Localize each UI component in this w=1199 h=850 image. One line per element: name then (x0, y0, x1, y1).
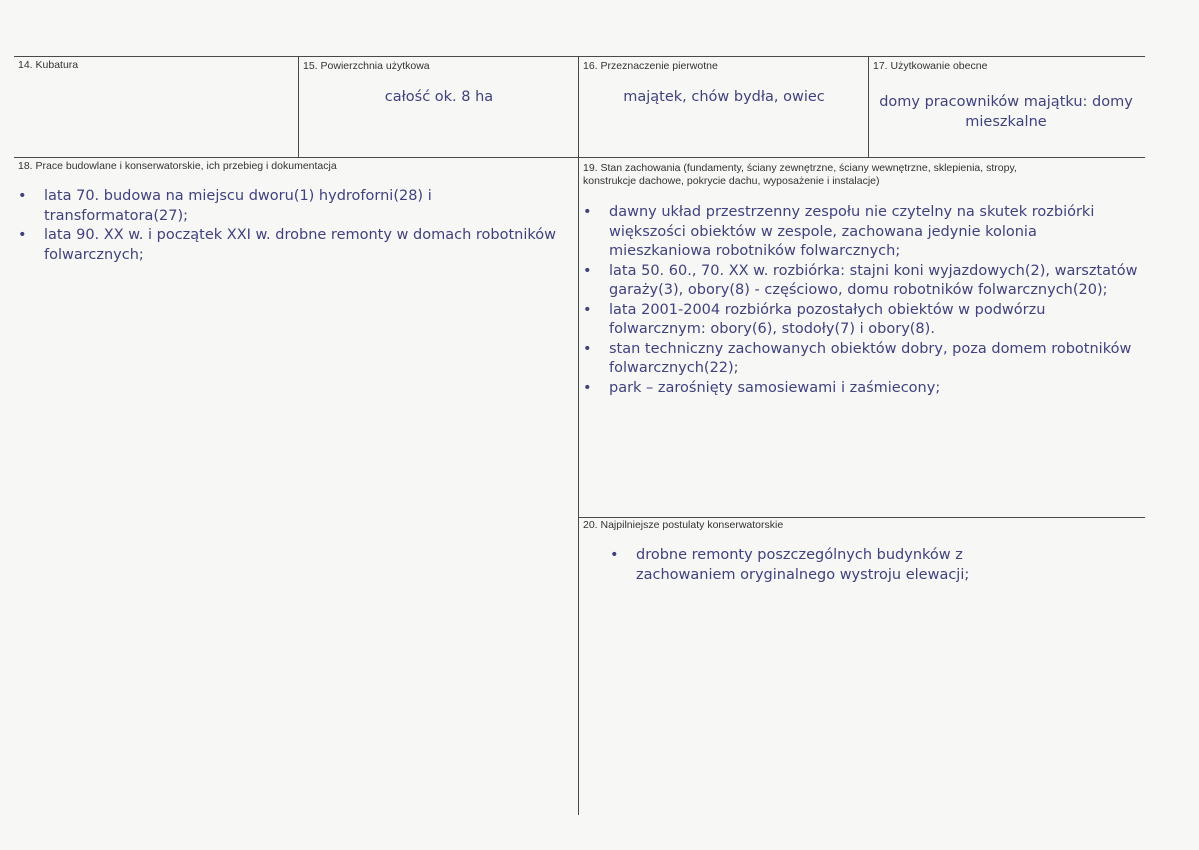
rule-c14-right (298, 56, 299, 157)
cell-17-value: domy pracowników majątku: domy mieszkalne (879, 94, 1133, 130)
cell-20-list (610, 546, 1050, 585)
list-item (583, 340, 1143, 379)
list-item (583, 203, 1143, 262)
bullet-icon: • (583, 262, 592, 279)
list-item-text: lata 90. XX w. i początek XXI w. drobne remonty w domach robotników folwarcznych; (44, 227, 556, 263)
list-item-text: lata 70. budowa na miejscu dworu(1) hydroforni(28) i transformatora(27); (44, 188, 432, 224)
list-item (583, 301, 1143, 340)
list-item (583, 262, 1143, 301)
cell-19-label-line2: konstrukcje dachowe, pokrycie dachu, wyposażenie i instalacje) (583, 175, 880, 187)
bullet-icon: • (583, 379, 592, 396)
cell-18-list (18, 187, 574, 265)
list-item-text: dawny układ przestrzenny zespołu nie czytelny na skutek rozbiórki większości obiektów w zespole, zachowana jedynie kolonia mieszkaniowa robotników folwarcznych; (609, 204, 1095, 259)
list-item-text: lata 2001-2004 rozbiórka pozostałych obiektów w podwórzu folwarcznym: obory(6), stodoły(7) i obory(8). (609, 301, 1046, 337)
rule-c17-left (868, 56, 869, 157)
cell-15-value: całość ok. 8 ha (384, 89, 494, 105)
cell-19-label-line1: 19. Stan zachowania (fundamenty, ściany zewnętrzne, ściany wewnętrzne, sklepienia, stropy, (583, 162, 1017, 174)
rule-row1-bottom (14, 157, 1145, 158)
bullet-icon: • (583, 301, 592, 318)
rule-c16-left (578, 56, 579, 815)
list-item-text: drobne remonty poszczególnych budynków z zachowaniem oryginalnego wystroju elewacji; (636, 547, 970, 583)
rule-c19-bottom (578, 517, 1145, 518)
cell-19-list (583, 203, 1143, 398)
cell-17-label: 17. Użytkowanie obecne (873, 60, 988, 72)
list-item-text: stan techniczny zachowanych obiektów dobry, poza domem robotników folwarcznych(22); (609, 340, 1132, 376)
bullet-icon: • (583, 340, 592, 357)
bullet-icon: • (583, 204, 592, 220)
cell-16-value: majątek, chów bydła, owiec (623, 89, 825, 105)
list-item (18, 226, 574, 265)
cell-18-label: 18. Prace budowlane i konserwatorskie, ich przebieg i dokumentacja (18, 160, 337, 172)
cell-15-label: 15. Powierzchnia użytkowa (303, 60, 430, 72)
cell-14-label: 14. Kubatura (18, 59, 79, 71)
list-item (18, 187, 574, 226)
bullet-icon: • (610, 547, 619, 563)
cell-16-label: 16. Przeznaczenie pierwotne (583, 60, 718, 72)
list-item (583, 379, 1143, 399)
list-item-text: lata 50. 60., 70. XX w. rozbiórka: stajni koni wyjazdowych(2), warsztatów garaży(3), obory(8) - częściowo, domu robotników folwarcznych(20); (609, 262, 1138, 298)
list-item (610, 546, 1050, 585)
bullet-icon: • (18, 188, 27, 204)
cell-20-label: 20. Najpilniejsze postulaty konserwatorskie (583, 519, 784, 531)
bullet-icon: • (18, 227, 27, 243)
list-item-text: park – zarośnięty samosiewami i zaśmiecony; (609, 379, 941, 396)
rule-top (14, 56, 1145, 57)
